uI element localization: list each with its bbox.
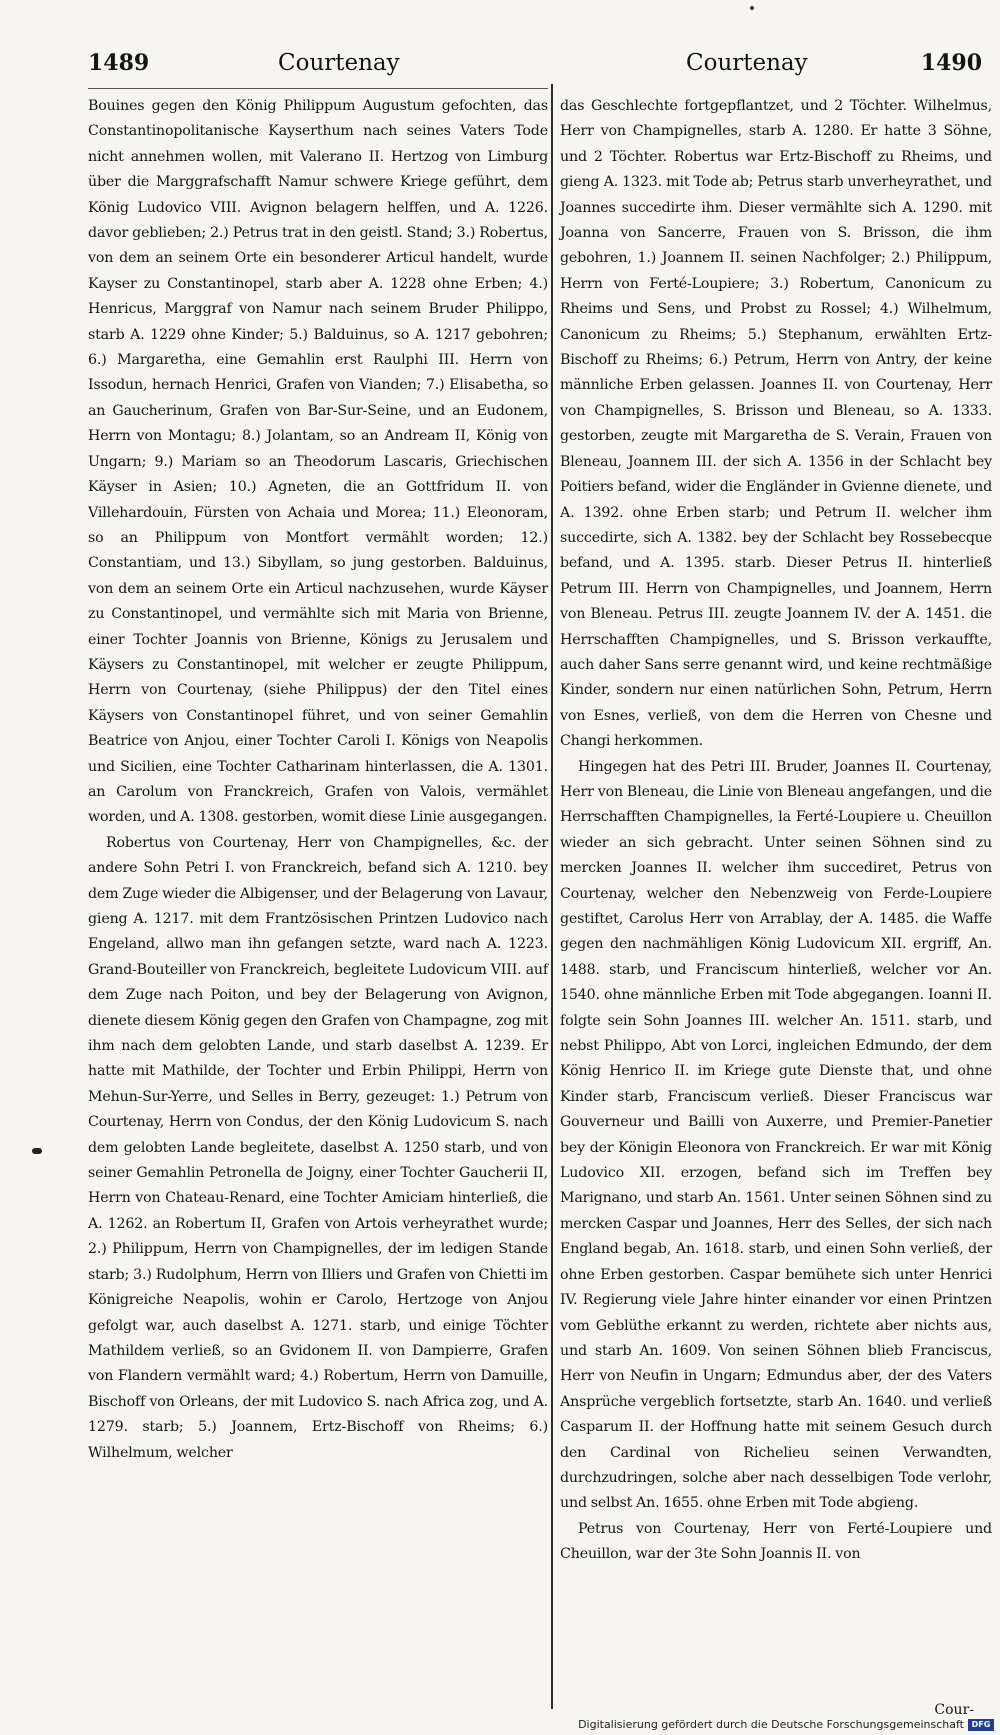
right-paragraph-1: das Geschlechte fortgepflantzet, und 2 Töchter. Wilhelmus, Herr von Champignelles, starb A. 1280. Er hatte 3 Söhne, und 2 Töchter. Robertus war Ertz-Bischoff zu Rheims, und gieng A. 1323. mit Tode ab; Petrus starb unverheyrathet, und Joannes succedirte ihm. Dieser vermählte sich A. 1290. mit Joanna von Sancerre, Frauen von S. Brisson, die ihm gebohren, 1.) Joannem II. seinen Nachfolger; 2.) Philippum, Herrn von Ferté-Loupiere; 3.) Robertum, Canonicum zu Rheims und Sens, und Probst zu Rossel; 4.) Wilhelmum, Canonicum zu Rheims; 5.) Stephanum, erwählten Ertz-Bischoff zu Rheims; 6.) Petrum, Herrn von Antry, der keine männliche Erben gelassen. Joannes II. von Courtenay, Herr von Champignelles, S. Brisson und Bleneau, so A. 1333. gestorben, zeugte mit Margaretha de S. Verain, Frauen von Bleneau, Joannem III. der sich A. 1356 in der Schlacht bey Poitiers befand, wider die Engländer in Gvienne dienete, und A. 1392. ohne Erben starb; und Petrum II. welcher ihm succedirte, sich A. 1382. bey der Schlacht bey Rossebecque befand, und A. 1395. starb. Dieser Petrus II. hinterließ Petrum III. Herrn von Champignelles, und Joannem, Herrn von Bleneau. Petrus III. zeugte Joannem IV. der A. 1451. die Herrschafften Champignelles, und S. Brisson verkauffte, auch daher Sans serre genannt wird, und keine rechtmäßige Kinder, sondern nur einen natürlichen Sohn, Petrum, Herrn von Esnes, verließ, von dem die Herren von Chesne und Changi herkommen. — [560, 98, 992, 750]
left-paragraph-1: Bouines gegen den König Philippum Augustum gefochten, das Constantinopolitanische Kayserthum nach seines Vaters Tode nicht annehmen wollen, mit Valerano II. Hertzog von Limburg über die Marggrafschafft Namur schwere Kriege geführt, dem König Ludovico VIII. Avignon belagern helffen, und A. 1226. davor geblieben; 2.) Petrus trat in den geistl. Stand; 3.) Robertus, von dem an seinem Orte ein besonderer Articul handelt, wurde Kayser zu Constantinopel, starb aber A. 1228 ohne Erben; 4.) Henricus, Marggraf von Namur nach seinem Bruder Philippo, starb A. 1229 ohne Kinder; 5.) Balduinus, so A. 1217 gebohren; 6.) Margaretha, eine Gemahlin erst Raulphi III. Herrn von Issodun, hernach Henrici, Grafen von Vianden; 7.) Elisabetha, so an Gaucherinum, Grafen von Bar-Sur-Seine, und an Eudonem, Herrn von Montagu; 8.) Jolantam, so an Andream II, König von Ungarn; 9.) Mariam so an Theodorum Lascaris, Griechischen Käyser in Asien; 10.) Agneten, die an Gottfridum II. von Villehardouin, Fürsten von Achaia und Morea; 11.) Eleonoram, so an Philippum von Montfort vermählt worden; 12.) Constantiam, und 13.) Sibyllam, so jung gestorben. Balduinus, von dem an seinem Orte ein Articul nachzusehen, wurde Käyser zu Constantinopel, und vermählte sich mit Maria von Brienne, einer Tochter Joannis von Brienne, Königs zu Jerusalem und Käysers zu Constantinopel, mit welcher er zeugte Philippum, Herrn von Courtenay, (siehe Philippus) der den Titel eines Käysers von Constantinopel führet, und von seiner Gemahlin Beatrice von Anjou, einer Tochter Caroli I. Königs von Neapolis und Sicilien, eine Tochter Catharinam hinterlassen, die A. 1301. an Carolum von Franckreich, Grafen von Valois, vermählet worden, und A. 1308. gestorben, womit diese Linie ausgegangen. — [88, 98, 548, 826]
dfg-logo: DFG — [968, 1719, 994, 1731]
digitization-footer — [578, 1718, 994, 1731]
right-column — [560, 94, 992, 1568]
page-number-left: 1489 — [88, 50, 150, 76]
running-title-left: Courtenay — [278, 50, 400, 76]
right-paragraph-3: Petrus von Courtenay, Herr von Ferté-Loupiere und Cheuillon, war der 3te Sohn Joannis II. von — [560, 1520, 992, 1563]
right-paragraph-2: Hingegen hat des Petri III. Bruder, Joannes II. Courtenay, Herr von Bleneau, die Linie von Bleneau angefangen, und die Herrschafften Champignelles, la Ferté-Loupiere u. Cheuillon wieder an sich gebracht. Unter seinen Söhnen sind zu mercken Joannes II. welcher ihm succediret, Petrus von Courtenay, welcher den Nebenzweig von Ferde-Loupiere gestiftet, Carolus Herr von Arrablay, der A. 1485. die Waffe gegen den nachmähligen König Ludovicum XII. ergriff, An. 1488. starb, und Franciscum hinterließ, welcher vor An. 1540. ohne männliche Erben mit Tode abgegangen. Ioanni II. folgte sein Sohn Joannes III. welcher An. 1511. starb, und nebst Philippo, Abt von Lorci, ingleichen Edmundo, der dem König Henrico II. im Kriege gute Dienste that, und ohne Kinder starb, Franciscum verließ. Dieser Franciscus war Gouverneur und Bailli von Auxerre, und Premier-Panetier bey der Königin Eleonora von Franckreich. Er war mit König Ludovico XII. erzogen, befand sich im Treffen bey Marignano, und starb An. 1561. Unter seinen Söhnen sind zu mercken Caspar und Joannes, Herr des Selles, der sich nach England begab, An. 1618. starb, und einen Sohn verließ, der ohne Erben gestorben. Caspar bemühete sich unter Henrici IV. Regierung viele Jahre hinter einander vor einen Printzen vom Geblüthe erkannt zu werden, richtete aber nichts aus, und starb An. 1609. Von seinen Söhnen blieb Franciscus, Herr von Neufin in Ungarn; Edmundus aber, der des Vaters Ansprüche vergeblich fortsetzte, starb An. 1640. und verließ Casparum II. der Hoffnung hatte mit seinem Gesuch durch den Cardinal von Richelieu seinen Verwandten, durchzudringen, solche aber nach desselbigen Tode verlohr, und selbst An. 1655. ohne Erben mit Tode abgieng. — [560, 758, 992, 1512]
catchword: Cour- — [934, 1702, 974, 1718]
margin-mark — [32, 1148, 42, 1154]
footer-text: Digitalisierung gefördert durch die Deutsche Forschungsgemeinschaft — [578, 1718, 964, 1731]
ink-speck — [750, 6, 754, 10]
page-number-right: 1490 — [920, 50, 982, 76]
running-title-right: Courtenay — [686, 50, 808, 76]
page-header — [88, 40, 982, 80]
left-column — [88, 94, 548, 1466]
left-paragraph-2: Robertus von Courtenay, Herr von Champignelles, &c. der andere Sohn Petri I. von Franckreich, befand sich A. 1210. bey dem Zuge wieder die Albigenser, und der Belagerung von Lavaur, gieng A. 1217. mit dem Frantzösischen Printzen Ludovico nach Engeland, allwo man ihn gefangen setzte, ward nach A. 1223. Grand-Bouteiller von Franckreich, begleitete Ludovicum VIII. auf dem Zuge nach Poiton, und bey der Belagerung von Avignon, dienete diesem König gegen den Grafen von Champagne, zog mit ihm nach dem gelobten Lande, und starb daselbst A. 1239. Er hatte mit Mathilde, der Tochter und Erbin Philippi, Herrn von Mehun-Sur-Yerre, und Selles in Berry, gezeuget: 1.) Petrum von Courtenay, Herrn von Condus, der den König Ludovicum S. nach dem gelobten Lande begleitete, daselbst A. 1250 starb, und von seiner Gemahlin Petronella de Joigny, einer Tochter Gaucherii II, Herrn von Chateau-Renard, eine Tochter Amiciam hinterließ, die A. 1262. an Robertum II, Grafen von Artois verheyrathet wurde; 2.) Philippum, Herrn von Champignelles, der im ledigen Stande starb; 3.) Rudolphum, Herrn von Illiers und Grafen von Chietti im Königreiche Neapolis, wohin er Carolo, Hertzoge von Anjou gefolgt war, auch daselbst A. 1271. starb, und einige Töchter Mathildem verließ, so an Gvidonem II. von Dampierre, Grafen von Flandern vermählt ward; 4.) Robertum, Herrn von Damuille, Bischoff von Orleans, der mit Ludovico S. nach Africa zog, und A. 1279. starb; 5.) Joannem, Ertz-Bischoff von Rheims; 6.) Wilhelmum, welcher — [88, 834, 548, 1461]
header-rule — [88, 88, 548, 89]
column-divider — [551, 84, 553, 1709]
